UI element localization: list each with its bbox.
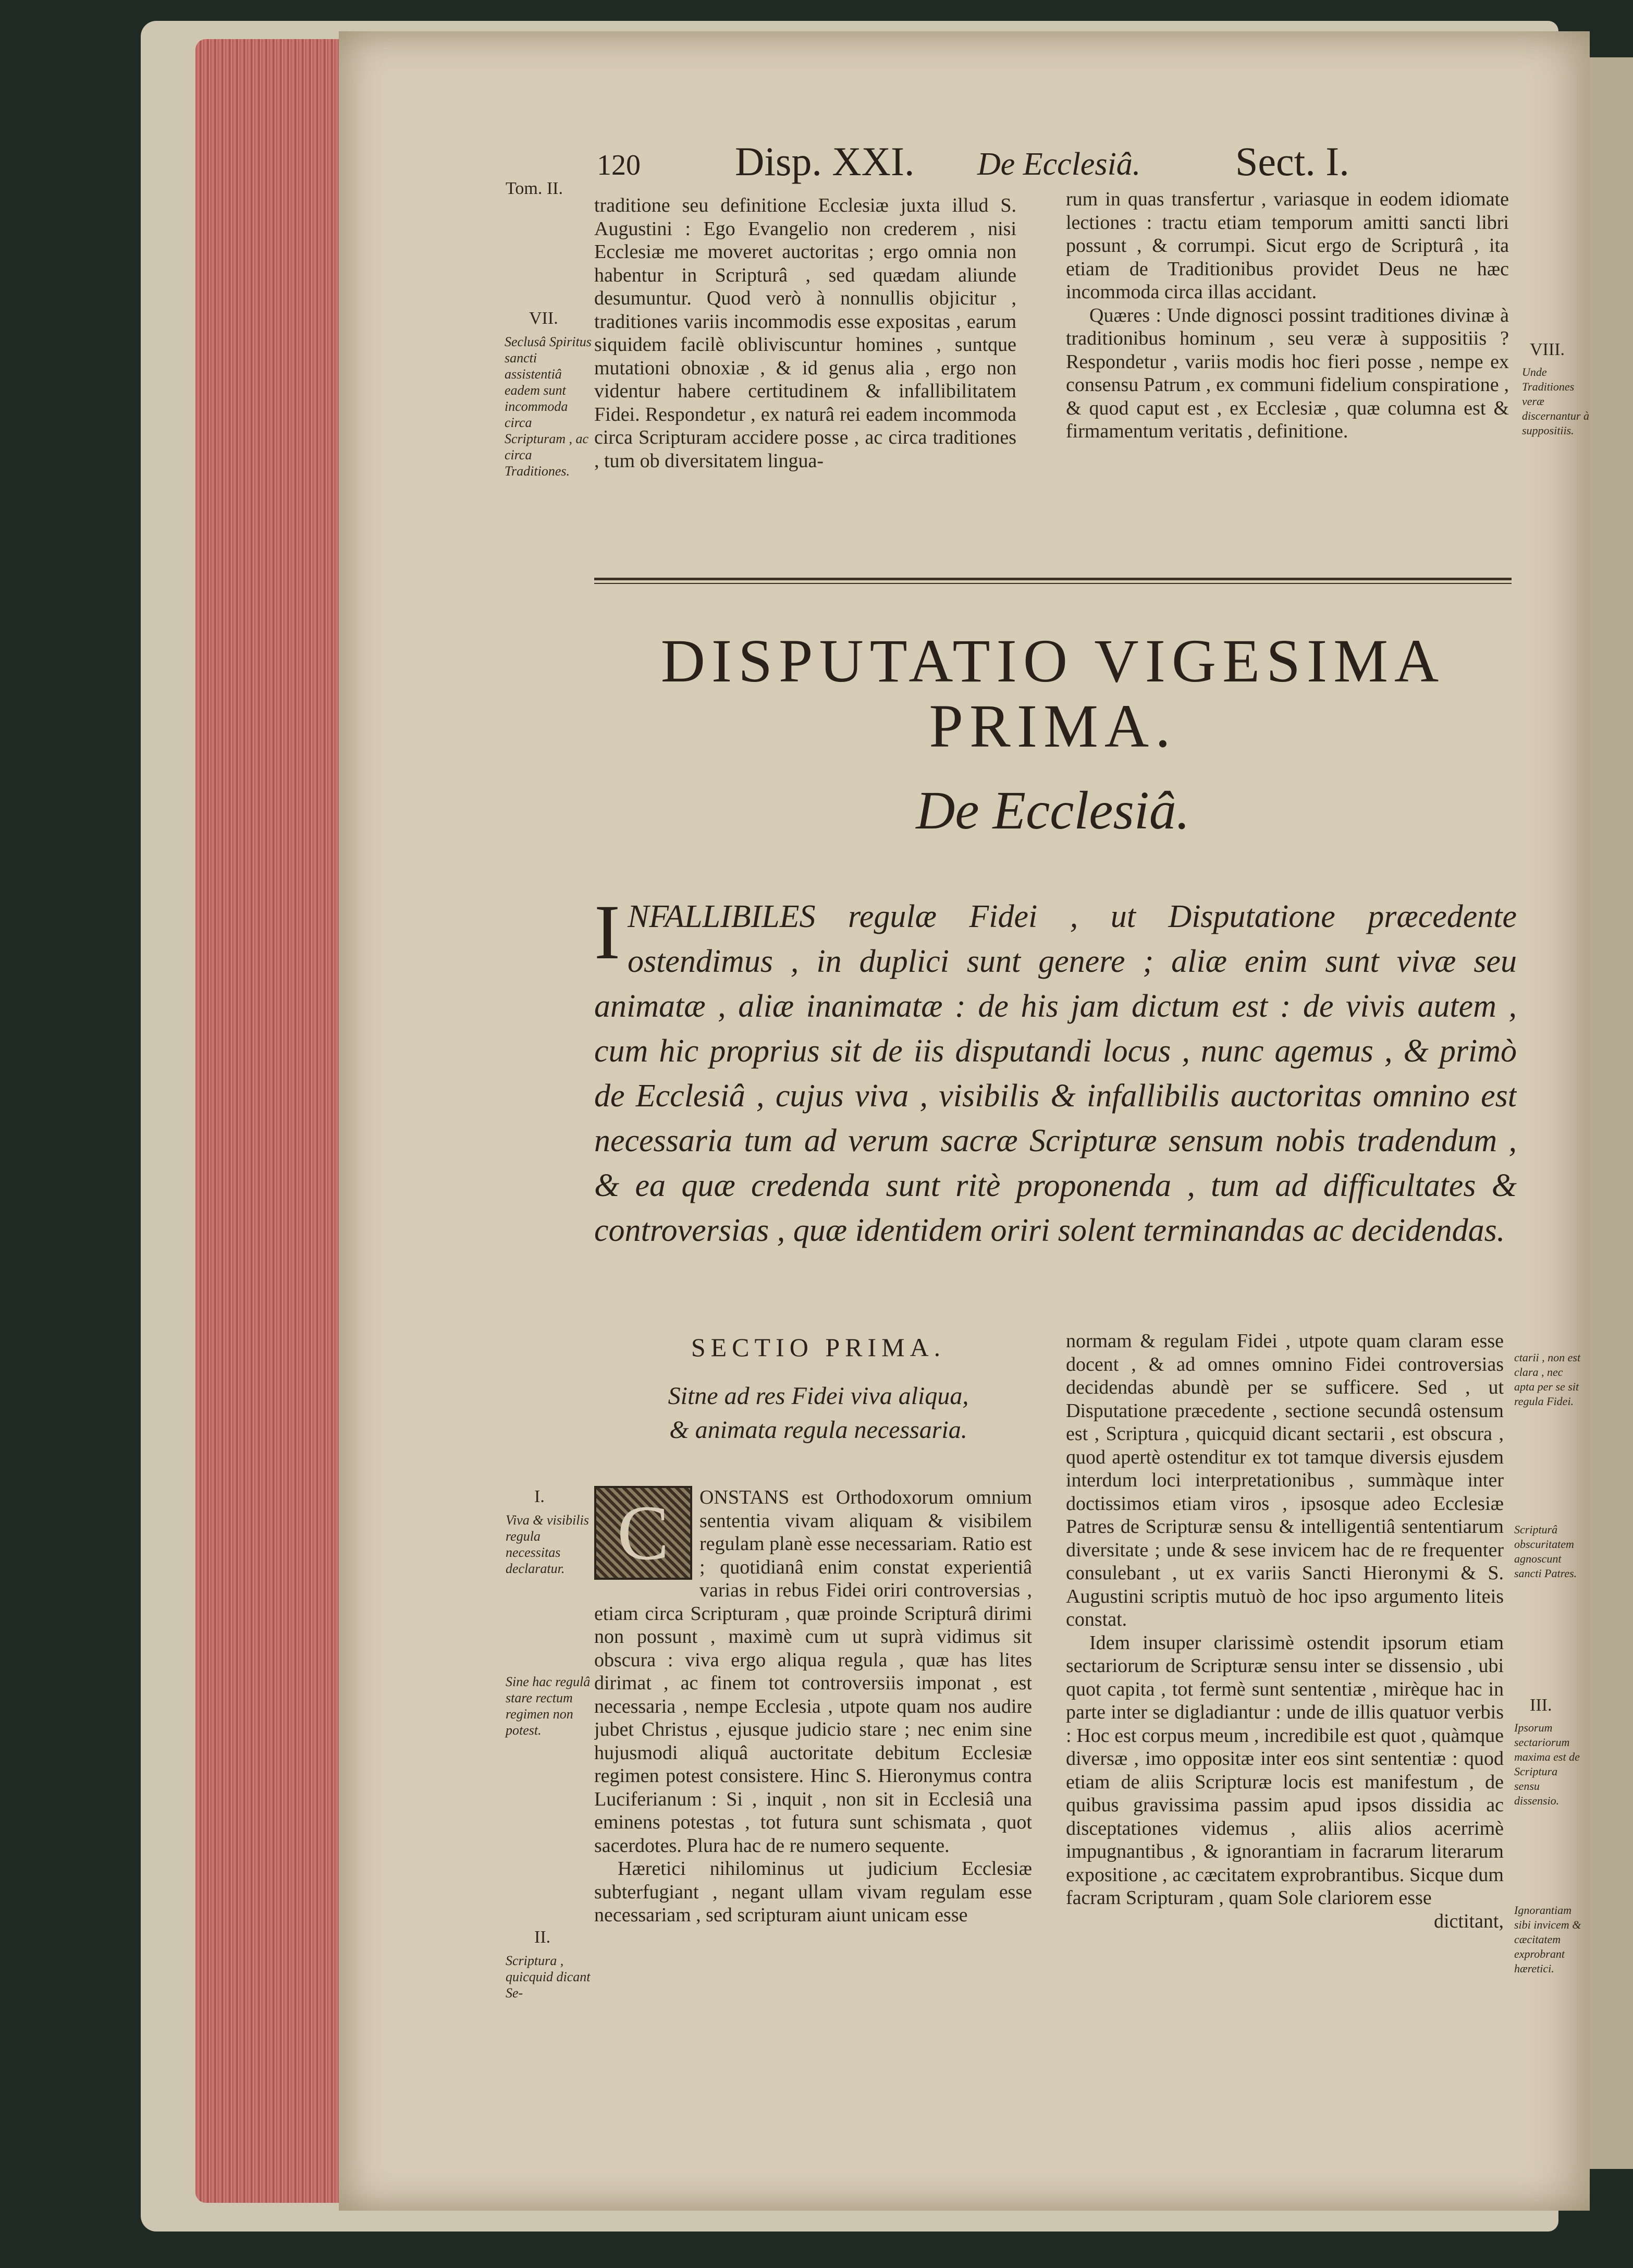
page-edges: [195, 39, 352, 2203]
section-question-line2: & animata regula necessaria.: [669, 1416, 967, 1444]
paragraph: rum in quas transfertur , variasque in eodem idiomate lectiones : tractu etiam temporum amitti sancti libri possunt , & corrumpi. Sicut ergo de Scripturâ , ita etiam de Traditionibus providet Deus ne hæc incommoda circa illas accidant.: [1066, 188, 1509, 303]
intro-paragraph: [594, 894, 1517, 1290]
bottom-left-column: [594, 1486, 1032, 2106]
bottom-right-column: [1066, 1330, 1504, 2127]
margin-number-viii: VIII.: [1530, 340, 1565, 359]
running-head-topic: De Ecclesiâ.: [977, 147, 1141, 182]
ornamental-initial: C: [594, 1486, 692, 1580]
section-question: Sitne ad res Fidei viva aliqua,: [668, 1382, 969, 1410]
margin-note-sine: Sine hac regulâ stare rectum regimen non potest.: [506, 1674, 591, 1738]
running-head-disputation: Disp. XXI.: [735, 139, 915, 184]
drop-initial: I: [594, 894, 620, 976]
divider-rule: [594, 578, 1512, 580]
disputation-subtitle: De Ecclesiâ.: [916, 781, 1190, 840]
disputation-title: DISPUTATIO VIGESIMA: [660, 627, 1445, 695]
paragraph: Quæres : Unde dignosci possint traditiones divinæ à traditionibus hominum , seu veræ à suppositiis ? Respondetur , variis modis hoc fieri posse , nempe ex consensu Patrum , ex communi fidelium conspiratione , & quod caput est , ex Ecclesiæ , quæ columna est & firmamentum veritatis , definitione.: [1066, 304, 1509, 442]
paragraph: normam & regulam Fidei , utpote quam claram esse docent , & ad omnes omnino Fidei controversias decidendas abundè per se sufficere. Sed , ut Disputatione præcedente , sectione secundâ ostensum est , Scriptura , quicquid dicant sectarii , est obscura , quod apertè ostenditur ex tot tamque diversis ejusdem interdum loci interpretationibus , summàque inter doctissimos etiam viros , ipsosque adeo Ecclesiæ Patres de Scripturæ sensu & intelligentiâ sententiarum diversitate ; unde & sese invicem hac de re frequenter consulebant , ut ex variis Sancti Hieronymi & S. Augustini scriptis mutuò de hoc ipso argumento liteis constat.: [1066, 1330, 1504, 1630]
disputation-title-line2: PRIMA.: [929, 692, 1177, 760]
margin-note-vii: Seclusâ Spiritus sancti assistentiâ eadem sunt incommoda circa Scripturam , ac circa Traditiones.: [505, 334, 592, 479]
top-left-column: [594, 194, 1016, 554]
top-right-column: [1066, 188, 1509, 553]
margin-number-ii: II.: [534, 1928, 551, 1947]
margin-number-vii: VII.: [529, 309, 558, 328]
margin-note-i: Viva & visibilis regula necessitas declaratur.: [506, 1513, 589, 1576]
divider-rule-thin: [594, 583, 1512, 584]
intro-text: NFALLIBILES regulæ Fidei , ut Disputatione præcedente ostendimus , in duplici sunt genere ; aliæ enim sunt vivæ seu animatæ , aliæ inanimatæ : de his jam dictum est : de vivis autem , cum hic proprius sit de iis disputandi locus , nunc agemus , & primò de Ecclesiâ , cujus viva , visibilis & infallibilis auctoritas omnino est necessaria tum ad verum sacræ Scripturæ sensum nobis tradendum , & ea quæ credenda sunt ritè proponenda , tum ad difficultates & controversias , quæ identidem oriri solent terminandas ac decidendas.: [594, 899, 1517, 1248]
margin-note-viii: Unde Traditiones veræ discernantur à suppositiis.: [1522, 365, 1589, 437]
paragraph: traditione seu definitione Ecclesiæ juxta illud S. Augustini : Ego Evangelio non crederem , nisi Ecclesiæ me moveret auctoritas ; ergo omnia non habentur in Scripturâ , sed quædam aliunde desumuntur. Quod verò à nonnullis objicitur , traditiones variis incommodis esse expositas , earum siquidem facilè obliviscuntur homines , suntque mutationi obnoxiæ , & id genus alia , ergo non videntur habere certitudinem & infallibilitatem Fidei. Respondetur , ex naturâ rei eadem incommoda circa Scripturam accidere posse , ac circa traditiones , tum ob diversitatem lingua-: [594, 194, 1016, 472]
margin-note-right-2: Scripturâ obscuritatem agnoscunt sancti Patres.: [1514, 1523, 1577, 1580]
page: [339, 31, 1590, 2211]
margin-note-ii: Scriptura , quicquid dicant Se-: [506, 1953, 591, 2001]
page-number: 120: [597, 149, 641, 181]
section-heading: SECTIO PRIMA.: [691, 1333, 946, 1362]
margin-note-right-1: ctarii , non est clara , nec apta per se sit regula Fidei.: [1514, 1351, 1581, 1408]
margin-note-iv: Ignorantiam sibi invicem & cæcitatem exprobrant hæretici.: [1514, 1904, 1581, 1975]
volume-label: Tom. II.: [506, 179, 563, 198]
running-head-section: Sect. I.: [1235, 139, 1349, 184]
margin-note-iii: Ipsorum sectariorum maxima est de Scriptura sensu dissensio.: [1514, 1721, 1580, 1807]
margin-number-i: I.: [534, 1487, 545, 1506]
paragraph: ONSTANS est Orthodoxorum omnium sententia vivam aliquam & visibilem regulam planè esse necessariam. Ratio est ; quotidianâ enim constat experientiâ varias in rebus Fidei oriri controversias , etiam circa Scripturam , quæ proinde Scripturâ dirimi non possunt , maximè cum ut suprà vidimus sit obscura : viva ergo aliqua regula , quæ has lites dirimat , ac finem tot controversiis imponat , est necessaria , nempe Ecclesia , utpote quam nos audire jubet Christus , ejusque judicio stare ; nec enim sine hujusmodi aliquâ auctoritate debitum Ecclesiæ regimen potest consistere. Hinc S. Hieronymus contra Luciferianum : Si , inquit , non sit in Ecclesiâ una eminens potestas , tot futura sunt schismata , quot sacerdotes. Plura hac de re numero sequente.: [594, 1486, 1032, 1857]
margin-number-iii: III.: [1530, 1696, 1552, 1715]
catchword: dictitant,: [1433, 1910, 1504, 1932]
paragraph: Idem insuper clarissimè ostendit ipsorum etiam sectariorum de Scripturæ sensu inter se dissensio , ubi quot capita , tot fermè sunt sententiæ , mirèque hac in parte inter se digladiantur : unde de illis quatuor verbis : Hoc est corpus meum , incredibile est quot , quàmque diversæ , imo oppositæ inter eos sint sententiæ : quod etiam de aliis Scripturæ locis est manifestum , de quibus gravissima passim apud ipsos dissidia ac disceptationes videmus , aliis alios acerrimè impugnantibus , & ignorantiam in facrarum literarum expositione , ac cæcitatem exprobrantibus. Sicque dum facram Scripturam , quam Sole clariorem esse: [1066, 1631, 1504, 1909]
paragraph: Hæretici nihilominus ut judicium Ecclesiæ subterfugiant , negant ullam vivam regulam esse necessariam , sed scripturam aiunt unicam esse: [594, 1858, 1032, 1926]
